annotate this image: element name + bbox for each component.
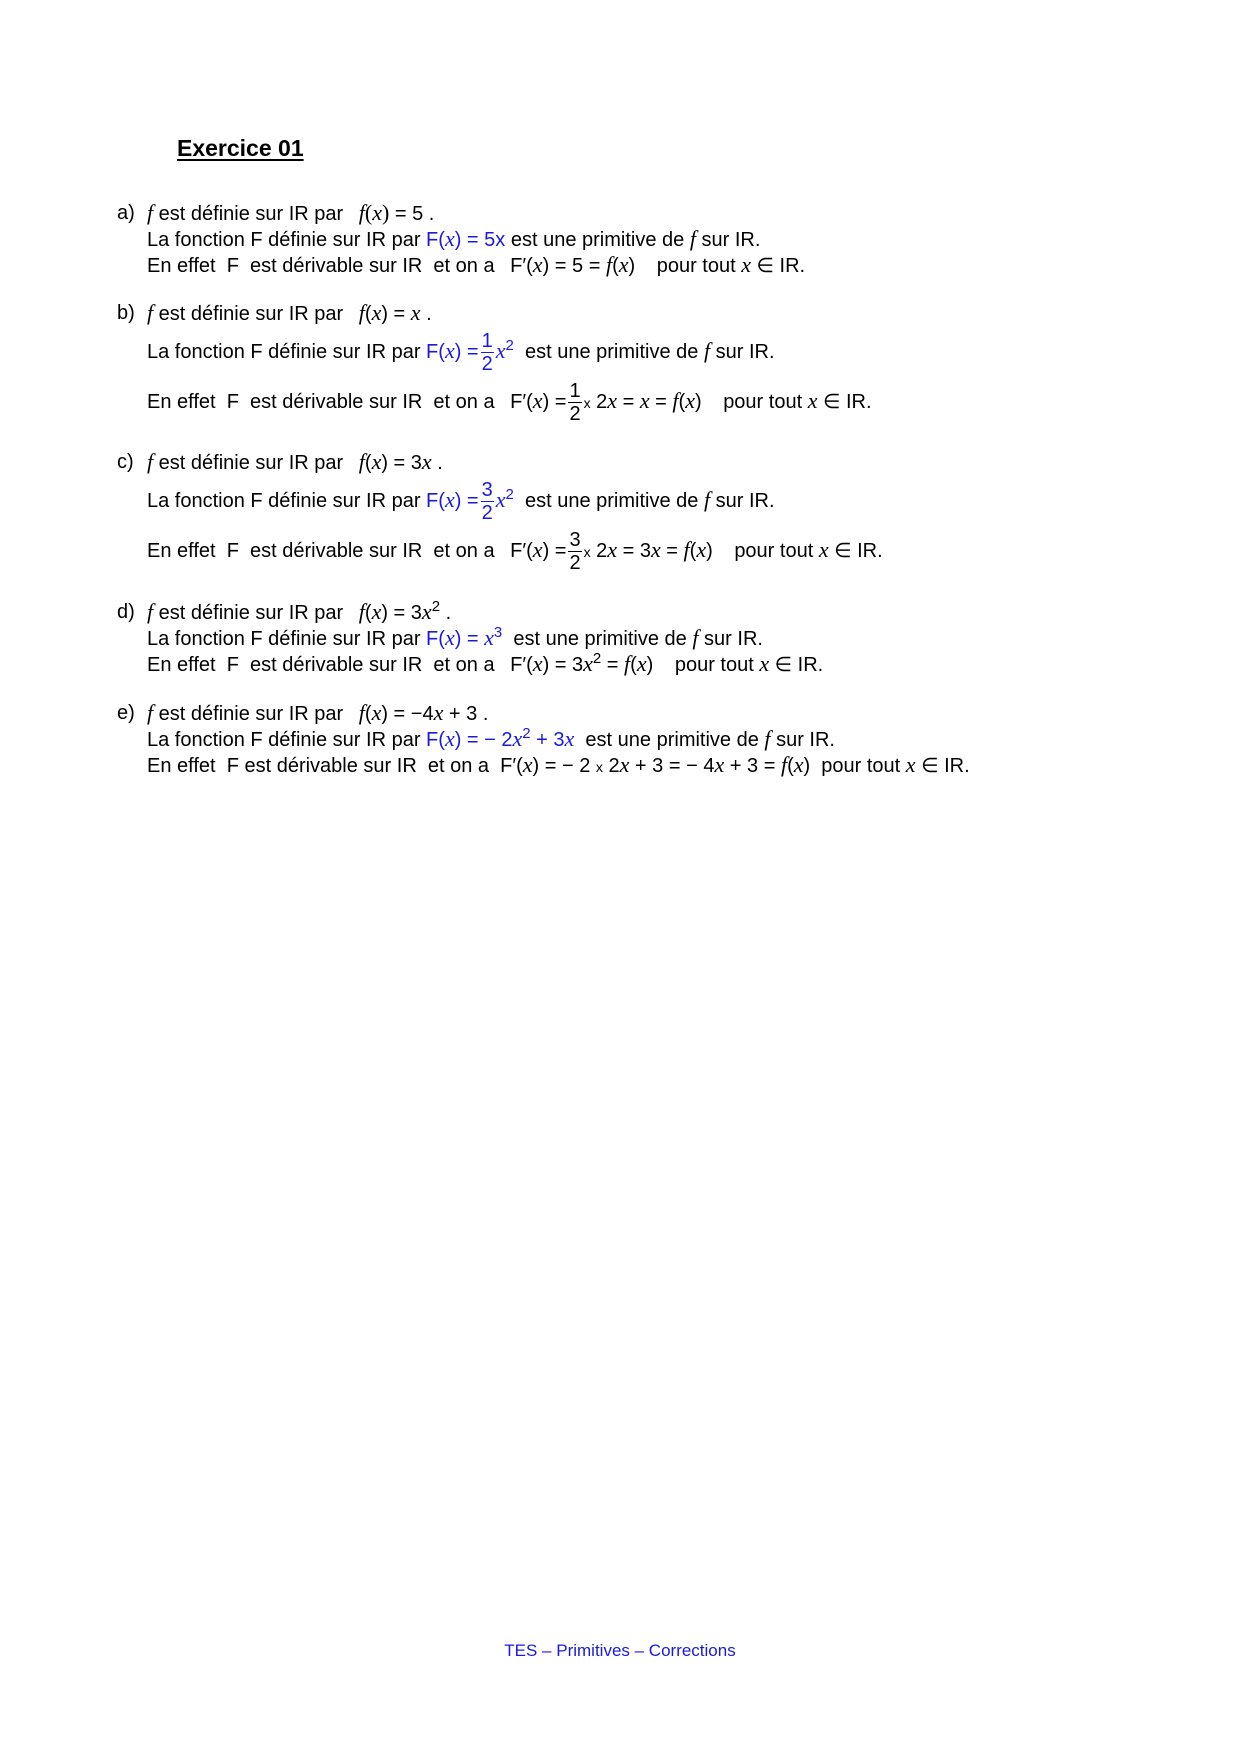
statement-line: a) f est définie sur IR par f(x) = 5 . bbox=[117, 200, 435, 225]
statement-line: b) f est définie sur IR par f(x) = x . bbox=[117, 300, 432, 325]
item-marker: a) bbox=[117, 202, 135, 224]
primitive-line: La fonction F définie sur IR par F(x) = 5x est une primitive de f sur IR. bbox=[147, 226, 761, 251]
exercise-title: Exercice 01 bbox=[177, 135, 304, 161]
exercise-item-d bbox=[117, 599, 1177, 677]
primitive-expression: F(x) = 5x bbox=[426, 226, 506, 251]
justification-line: En effet F est dérivable sur IR et on a F′(x) = − 2 x 2x + 3 = − 4x + 3 = f(x) pour tout x ∈ IR. bbox=[147, 752, 970, 777]
page-footer: TES – Primitives – Corrections bbox=[504, 1641, 736, 1660]
primitive-line: La fonction F définie sur IR par F(x) = $\frac{1}{2}$ $x^2$ est une primitive de f sur IR. bbox=[147, 330, 775, 376]
primitive-line: La fonction F définie sur IR par F(x) = − $2x^2 + 3x$ est une primitive de f sur IR. bbox=[147, 725, 835, 751]
justification-line: En effet F est dérivable sur IR et on a F′(x) = $\frac{1}{2}$ x 2x = x = f(x) pour tout x ∈ IR. bbox=[147, 380, 872, 426]
statement-line: e) f est définie sur IR par f(x) = −4x + 3 . bbox=[117, 700, 489, 725]
justification-line: En effet F est dérivable sur IR et on a $F'(x) = 3x^2 = f(x)$ pour tout x ∈ IR. bbox=[147, 650, 824, 676]
primitive-line: La fonction F définie sur IR par $F(x) = x^3$ est une primitive de f sur IR. bbox=[147, 624, 763, 650]
item-marker: d) bbox=[117, 601, 135, 623]
statement-line: d) f est définie sur IR par $f(x) = 3x^2$ . bbox=[117, 598, 452, 624]
primitive-expression: F(x) = $\frac{3}{2}$ $x^2$ bbox=[426, 479, 514, 525]
justification-line: En effet F est dérivable sur IR et on a F′(x) = 5 = f(x) pour tout x ∈ IR. bbox=[147, 252, 806, 277]
primitive-expression: F(x) = $\frac{1}{2}$ $x^2$ bbox=[426, 330, 514, 376]
statement-line: c) f est définie sur IR par f(x) = 3x . bbox=[117, 449, 443, 474]
justification-line: En effet F est dérivable sur IR et on a F′(x) = $\frac{3}{2}$ x 2x = 3x = f(x) pour tout x ∈ IR. bbox=[147, 529, 883, 575]
primitive-line: La fonction F définie sur IR par F(x) = $\frac{3}{2}$ $x^2$ est une primitive de f sur IR. bbox=[147, 479, 775, 525]
item-marker: e) bbox=[117, 702, 135, 724]
exercise-item-e bbox=[117, 700, 1177, 778]
exercise-item-c bbox=[117, 449, 1177, 575]
primitive-expression: $F(x) = x^3$ bbox=[426, 624, 503, 650]
item-marker: c) bbox=[117, 451, 134, 473]
exercise-item-a bbox=[117, 200, 1177, 278]
exercise-item-b bbox=[117, 300, 1177, 426]
item-marker: b) bbox=[117, 302, 135, 324]
primitive-expression: F(x) = − $2x^2 + 3x$ bbox=[426, 725, 575, 751]
fx-value: 5 bbox=[412, 203, 424, 225]
